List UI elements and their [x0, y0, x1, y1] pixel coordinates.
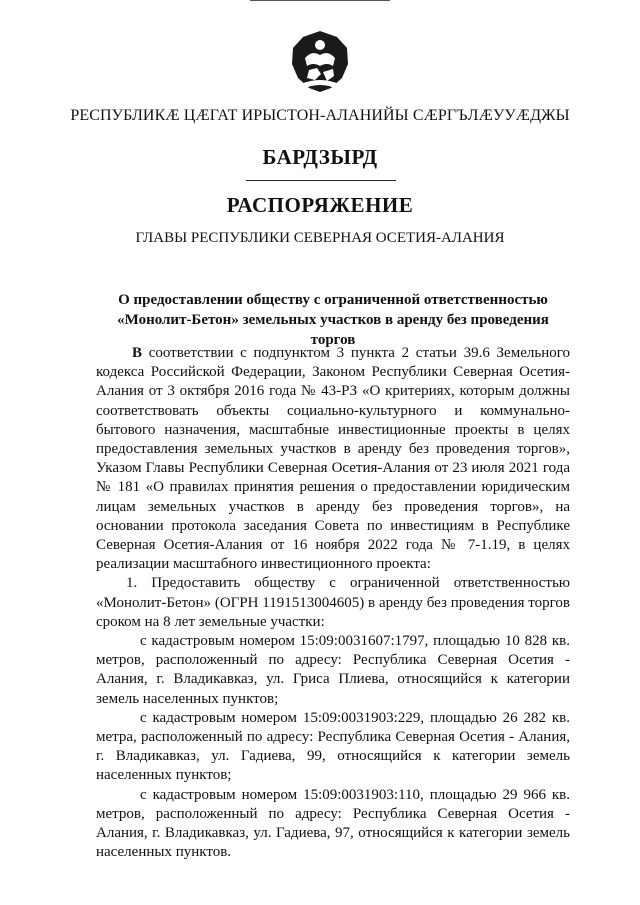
- doc-type-russian: РАСПОРЯЖЕНИЕ: [226, 193, 414, 217]
- preamble-paragraph: [96, 344, 570, 574]
- preamble-first-letter: В: [132, 345, 143, 361]
- document-body: [96, 344, 570, 862]
- plot-paragraph-2: с кадастровым номером 15:09:0031903:229, площадью 26 282 кв. метра, расположенный по адресу: Республика Северная Осетия - Алания, г. Владикавказ, ул. Гадиева, 99, относящийся к категории земель населенных пунктов;: [96, 709, 570, 784]
- issuer-title: ГЛАВЫ РЕСПУБЛИКИ СЕВЕРНАЯ ОСЕТИЯ-АЛАНИЯ: [135, 230, 505, 246]
- header-divider: [246, 180, 396, 181]
- doc-type-ossetian: БАРДЗЫРД: [262, 145, 378, 169]
- plot-paragraph-1: с кадастровым номером 15:09:0031607:1797, площадью 10 828 кв. метров, расположенный по адресу: Республика Северная Осетия - Алания, г. Владикавказ, ул. Гриса Плиева, относящийся к категории земель населенных пунктов;: [96, 633, 570, 707]
- coat-of-arms-icon: [287, 28, 353, 94]
- item-1-paragraph: 1. Предоставить обществу с ограниченной ответственностью «Монолит-Бетон» (ОГРН 1191513004605) в аренду без проведения торгов сроком на 8 лет земельные участки:: [96, 575, 570, 630]
- preamble-text: соответствии с подпунктом 3 пункта 2 статьи 39.6 Земельного кодекса Российской Федерации, Законом Республики Северная Осетия-Алания от 3 октября 2016 года № 43-РЗ «О критериях, которым должны соответствовать объекты социально-культурного и коммунально-бытового назначения, масштабные инвестиционные проекты в целях предоставления земельных участков в аренду без проведения торгов», Указом Главы Республики Северная Осетия-Алания от 23 июля 2021 года № 181 «О правилах принятия решения о предоставлении юридическим лицам земельных участков в аренду без проведения торгов», на основании протокола заседания Совета по инвестициям в Республике Северная Осетия-Алания от 16 ноября 2022 года № 7-1.19, в целях реализации масштабного инвестиционного проекта:: [96, 345, 570, 573]
- document-subject: [96, 290, 570, 350]
- subject-line-1: О предоставлении обществу с ограниченной ответственностью: [118, 292, 548, 308]
- subject-line-2: «Монолит-Бетон» земельных участков в аренду без проведения торгов: [117, 312, 549, 348]
- plot-paragraph-3: с кадастровым номером 15:09:0031903:110, площадью 29 966 кв. метров, расположенный по адресу: Республика Северная Осетия - Алания, г. Владикавказ, ул. Гадиева, 97, относящийся к категории земель населенных пунктов.: [96, 786, 570, 861]
- republic-title-ossetian: РЕСПУБЛИКӔ ЦӔГАТ ИРЫСТОН-АЛАНИЙЫ СӔРГЪЛӔУУӔДЖЫ: [70, 107, 570, 124]
- top-rule: [250, 0, 390, 1]
